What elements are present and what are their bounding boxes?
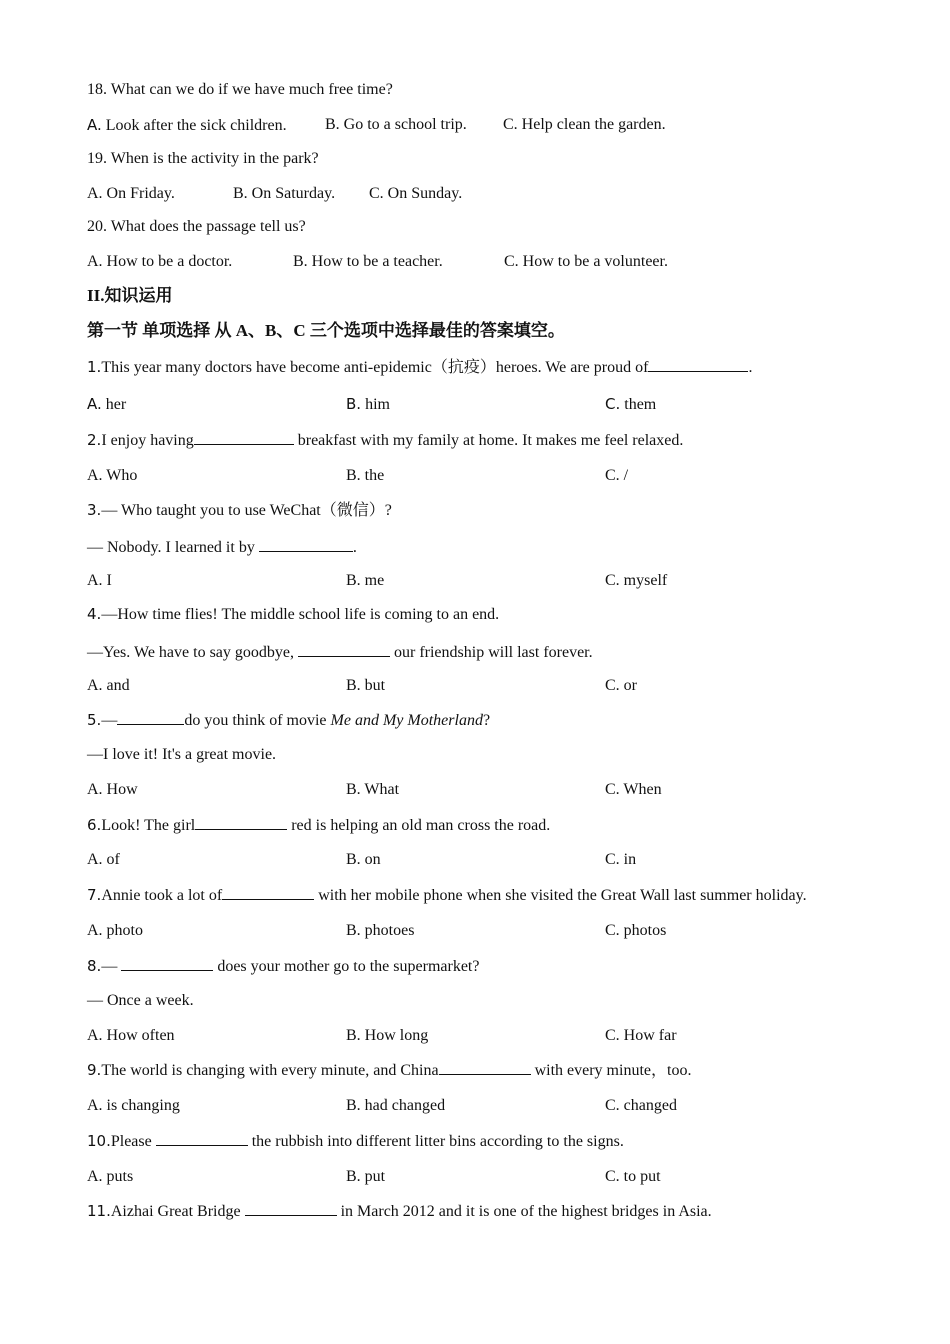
question-9	[87, 1059, 691, 1081]
question-19: 19. When is the activity in the park?	[87, 150, 319, 167]
question-11	[87, 1200, 712, 1222]
option-letter: B.	[346, 395, 362, 413]
question-text-end: does your mother go to the supermarket?	[213, 958, 480, 975]
option-c: C. How to be a volunteer.	[504, 253, 668, 270]
question-text: This year many doctors have become anti-epidemic（抗疫）heroes. We are proud of	[101, 359, 649, 376]
question-text-end: with her mobile phone when she visited the Great Wall last summer holiday.	[314, 887, 807, 904]
question-text: Please	[110, 1133, 156, 1150]
option-c: C. in	[605, 851, 637, 868]
option-b: B. photoes	[346, 922, 415, 939]
option-c: C. Help clean the garden.	[503, 116, 666, 133]
option-b: B. How to be a teacher.	[293, 253, 443, 270]
question-text: —How time flies! The middle school life is coming to an end.	[101, 606, 500, 623]
question-dash: —	[101, 712, 118, 729]
question-text: do you think of movie	[184, 712, 331, 729]
question-2	[87, 429, 683, 451]
option-c: C. How far	[605, 1027, 677, 1044]
option-a: A. of	[87, 851, 120, 868]
option-letter: A.	[87, 395, 102, 413]
question-3	[87, 500, 392, 521]
answer-blank[interactable]	[117, 709, 184, 725]
option-b: B. me	[346, 572, 385, 589]
question-text-end: breakfast with my family at home. It makes me feel relaxed.	[293, 432, 684, 449]
question-text-end: our friendship will last forever.	[390, 644, 593, 661]
option-b: B. put	[346, 1168, 386, 1185]
question-number: 8.	[87, 957, 102, 975]
question-8-line-2: — Once a week.	[87, 992, 194, 1009]
option-b: B. on	[346, 851, 381, 868]
question-8	[87, 955, 479, 977]
question-number: 5.	[87, 711, 102, 729]
question-number: 3.	[87, 501, 102, 519]
option-c: C. /	[605, 467, 629, 484]
option-letter: C.	[605, 395, 621, 413]
answer-blank[interactable]	[156, 1130, 248, 1146]
option-b: B. Go to a school trip.	[325, 116, 467, 133]
answer-blank[interactable]	[648, 356, 748, 372]
question-3-line-2	[87, 536, 357, 558]
question-text-end: red is helping an old man cross the road.	[287, 817, 551, 834]
option-c: C. myself	[605, 572, 668, 589]
question-2-options	[87, 466, 887, 486]
question-text: The world is changing with every minute, and China	[101, 1062, 439, 1079]
question-9-options	[87, 1096, 887, 1116]
answer-blank[interactable]	[194, 429, 294, 445]
question-text: Aizhai Great Bridge	[110, 1203, 245, 1220]
option-c: C. or	[605, 677, 637, 694]
question-text-end: .	[352, 539, 357, 556]
option-a: A. I	[87, 572, 112, 589]
question-text-end: in March 2012 and it is one of the highest bridges in Asia.	[336, 1203, 712, 1220]
question-number: 4.	[87, 605, 102, 623]
answer-blank[interactable]	[259, 536, 353, 552]
question-1	[87, 356, 752, 378]
option-a: A. Who	[87, 467, 138, 484]
movie-title: Me and My Motherland	[330, 712, 483, 729]
option-c: C. to put	[605, 1168, 661, 1185]
question-5-line-2: —I love it! It's a great movie.	[87, 746, 277, 763]
option-text: her	[105, 396, 127, 413]
question-number: 11.	[87, 1202, 111, 1220]
option-a-text: Look after the sick children.	[105, 117, 287, 134]
question-number: 7.	[87, 886, 102, 904]
question-number: 9.	[87, 1061, 102, 1079]
option-c: C. On Sunday.	[369, 185, 463, 202]
question-8-options	[87, 1026, 887, 1046]
question-text: — Nobody. I learned it by	[87, 539, 259, 556]
question-1-options	[87, 394, 887, 414]
question-10-options	[87, 1167, 887, 1187]
question-dash: —	[101, 958, 122, 975]
question-7-options	[87, 921, 887, 941]
question-20: 20. What does the passage tell us?	[87, 218, 306, 235]
option-a: A. How	[87, 781, 138, 798]
option-a	[87, 115, 287, 136]
question-text-end: with every minute，too.	[530, 1062, 692, 1079]
question-19-options	[87, 184, 887, 204]
option-a: A. On Friday.	[87, 185, 175, 202]
option-a: A. How to be a doctor.	[87, 253, 233, 270]
question-text: Look! The girl	[101, 817, 196, 834]
question-10	[87, 1130, 624, 1152]
question-3-options	[87, 571, 887, 591]
question-6	[87, 814, 550, 836]
section-title: II.知识运用	[87, 286, 173, 305]
question-text: — Who taught you to use WeChat（微信）?	[101, 502, 392, 519]
option-c: C. When	[605, 781, 662, 798]
answer-blank[interactable]	[121, 955, 213, 971]
question-18-options	[87, 115, 887, 135]
option-a: A. is changing	[87, 1097, 180, 1114]
question-7	[87, 884, 807, 906]
option-b: B. On Saturday.	[233, 185, 336, 202]
question-text-end: ?	[482, 712, 491, 729]
option-text: them	[624, 396, 657, 413]
option-text: him	[365, 396, 390, 413]
question-number: 6.	[87, 816, 102, 834]
answer-blank[interactable]	[195, 814, 287, 830]
question-5-options	[87, 780, 887, 800]
question-number: 1.	[87, 358, 102, 376]
option-a: A. puts	[87, 1168, 134, 1185]
answer-blank[interactable]	[298, 641, 390, 657]
question-4-options	[87, 676, 887, 696]
option-b	[346, 394, 390, 415]
question-text-end: the rubbish into different litter bins according to the signs.	[247, 1133, 624, 1150]
option-c	[605, 394, 656, 415]
question-18: 18. What can we do if we have much free time?	[87, 81, 393, 98]
option-c: C. changed	[605, 1097, 677, 1114]
option-a: A. and	[87, 677, 130, 694]
option-a: A. How often	[87, 1027, 175, 1044]
option-a: A. photo	[87, 922, 143, 939]
question-text-end: .	[748, 359, 753, 376]
question-number: 2.	[87, 431, 102, 449]
option-b: B. but	[346, 677, 386, 694]
question-4	[87, 604, 499, 625]
question-6-options	[87, 850, 887, 870]
question-text: Annie took a lot of	[101, 887, 223, 904]
option-b: B. the	[346, 467, 385, 484]
question-text: —Yes. We have to say goodbye,	[87, 644, 298, 661]
option-b: B. What	[346, 781, 400, 798]
question-5	[87, 709, 490, 731]
question-text: I enjoy having	[101, 432, 194, 449]
option-b: B. How long	[346, 1027, 429, 1044]
question-20-options	[87, 252, 887, 272]
section-subtitle: 第一节 单项选择 从 A、B、C 三个选项中选择最佳的答案填空。	[87, 321, 565, 340]
option-b: B. had changed	[346, 1097, 446, 1114]
answer-blank[interactable]	[439, 1059, 531, 1075]
option-c: C. photos	[605, 922, 667, 939]
answer-blank[interactable]	[222, 884, 314, 900]
option-a	[87, 394, 126, 415]
option-a-letter: A.	[87, 116, 102, 134]
question-4-line-2	[87, 641, 593, 663]
answer-blank[interactable]	[245, 1200, 337, 1216]
question-number: 10.	[87, 1132, 111, 1150]
